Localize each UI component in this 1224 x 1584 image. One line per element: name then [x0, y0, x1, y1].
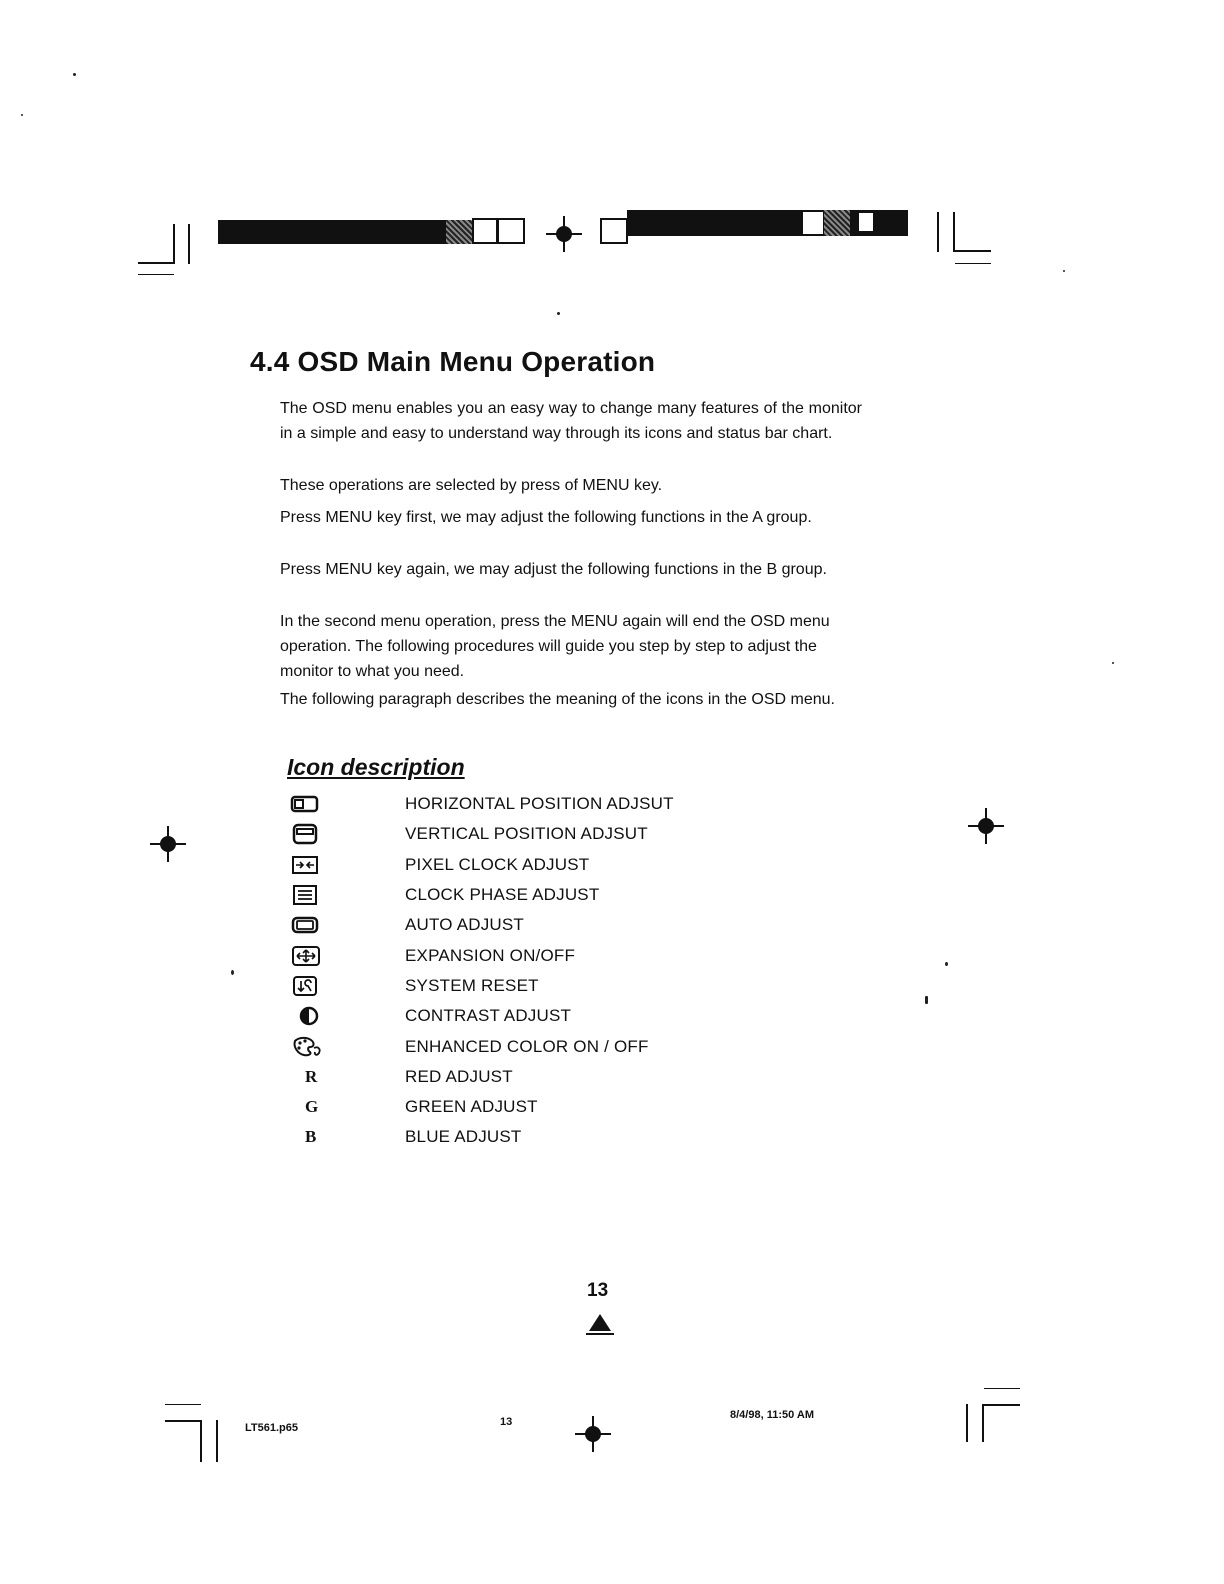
footer-timestamp: 8/4/98, 11:50 AM: [730, 1409, 814, 1421]
list-item: VERTICAL POSITION ADJSUT: [290, 819, 770, 849]
intro-paragraph: The OSD menu enables you an easy way to change many features of the monitor in a simple and easy to understand way through its icons and status bar chart.: [280, 400, 862, 442]
group-b-paragraph: Press MENU key again, we may adjust the following functions in the B group.: [280, 561, 827, 578]
page-number: 13: [587, 1280, 609, 1301]
list-item: R RED ADJUST: [290, 1062, 770, 1092]
section-heading: 4.4 OSD Main Menu Operation: [250, 346, 656, 377]
expansion-icon: [290, 945, 322, 967]
red-letter-icon: R: [305, 1066, 318, 1086]
end-menu-paragraph: In the second menu operation, press the MENU again will end the OSD menu operation. The following procedures will guide you step by step to adjust the monitor to what you need.: [280, 613, 830, 680]
enhanced-color-icon: [290, 1035, 324, 1059]
group-a-paragraph: Press MENU key first, we may adjust the following functions in the A group.: [280, 509, 812, 526]
auto-adjust-icon: [290, 915, 320, 935]
footer-filename: LT561.p65: [245, 1422, 298, 1434]
footer-page: 13: [500, 1416, 513, 1428]
list-item: SYSTEM RESET: [290, 971, 770, 1001]
icon-description-list: [290, 789, 770, 1153]
list-item: CLOCK PHASE ADJUST: [290, 880, 770, 910]
list-item: CONTRAST ADJUST: [290, 1001, 770, 1031]
contrast-icon: [290, 1005, 320, 1027]
icon-description-heading: Icon description: [287, 754, 465, 780]
pixel-clock-icon: [290, 855, 320, 875]
list-item: B BLUE ADJUST: [290, 1122, 770, 1152]
horizontal-position-icon: [290, 794, 320, 814]
registration-mark-bottom: [575, 1416, 611, 1452]
menu-key-paragraph: These operations are selected by press of MENU key.: [280, 477, 663, 494]
vertical-position-icon: [290, 823, 320, 845]
icons-intro-paragraph: The following paragraph describes the meaning of the icons in the OSD menu.: [280, 691, 835, 708]
list-item: G GREEN ADJUST: [290, 1092, 770, 1122]
list-item: EXPANSION ON/OFF: [290, 940, 770, 970]
green-letter-icon: G: [305, 1097, 319, 1117]
system-reset-icon: [290, 975, 320, 997]
registration-mark-top: [546, 216, 582, 252]
clock-phase-icon: [290, 884, 320, 906]
list-item: ENHANCED COLOR ON / OFF: [290, 1031, 770, 1061]
registration-mark-right: [968, 808, 1004, 844]
blue-letter-icon: B: [305, 1127, 317, 1147]
list-item: HORIZONTAL POSITION ADJSUT: [290, 789, 770, 819]
list-item: AUTO ADJUST: [290, 910, 770, 940]
triangle-underline: [586, 1333, 614, 1335]
triangle-marker-icon: [589, 1314, 611, 1331]
list-item: PIXEL CLOCK ADJUST: [290, 850, 770, 880]
registration-mark-left: [150, 826, 186, 862]
